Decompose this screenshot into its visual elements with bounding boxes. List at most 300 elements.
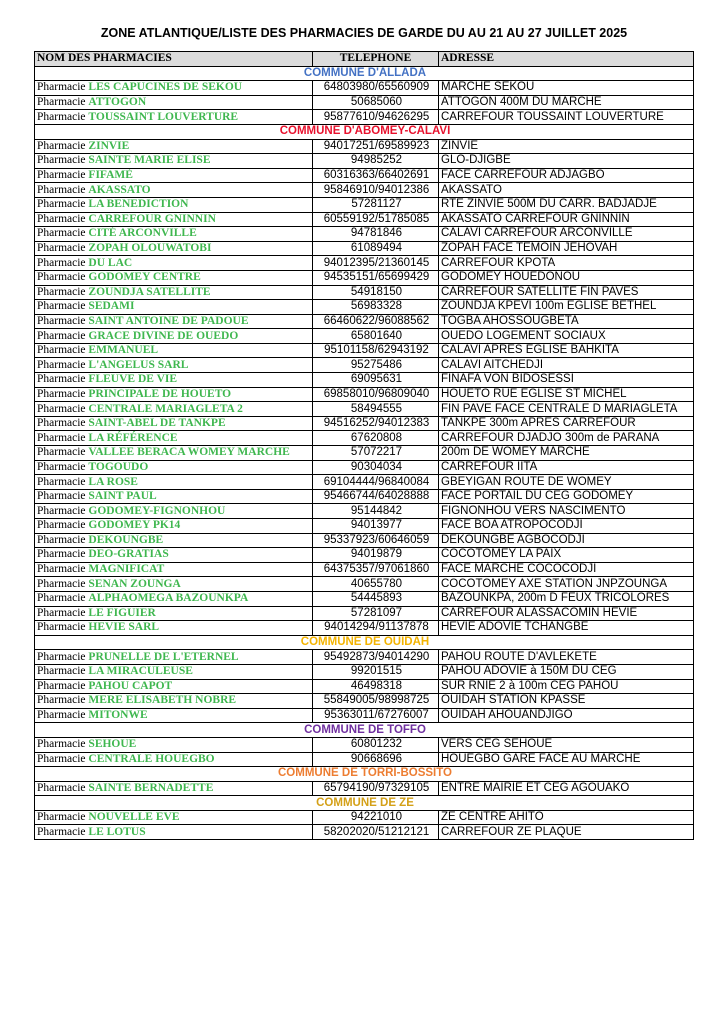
pharmacy-name-cell (35, 577, 313, 592)
table-row (35, 489, 694, 504)
pharmacy-telephone: 58494555 (313, 402, 439, 417)
pharmacy-name-cell (35, 664, 313, 679)
pharmacy-name: GODOMEY PK14 (88, 519, 181, 532)
pharmacy-name: ATTOGON (88, 96, 147, 109)
pharmacy-address: OUIDAH STATION KPASSE (439, 694, 694, 709)
table-row (35, 227, 694, 242)
pharmacy-name: FIFAMÈ (88, 169, 133, 182)
pharmacy-address: COCOTOMEY AXE STATION JNPZOUNGA (439, 577, 694, 592)
commune-header-row (35, 796, 694, 811)
pharmacy-name-cell (35, 621, 313, 636)
pharmacy-address: CALAVI AITCHEDJI (439, 358, 694, 373)
table-row (35, 562, 694, 577)
pharmacy-prefix: Pharmacie (37, 431, 86, 444)
pharmacy-name-cell (35, 679, 313, 694)
pharmacy-name-cell (35, 489, 313, 504)
table-row (35, 810, 694, 825)
pharmacy-name: ALPHAOMEGA BAZOUNKPA (88, 592, 249, 605)
pharmacy-name: L'ANGELUS SARL (88, 358, 189, 371)
table-row (35, 504, 694, 519)
pharmacy-prefix: Pharmacie (37, 154, 86, 167)
table-row (35, 416, 694, 431)
pharmacy-name: AKASSATO (88, 183, 151, 196)
pharmacy-telephone: 57072217 (313, 446, 439, 461)
commune-header-row (35, 635, 694, 650)
pharmacy-prefix: Pharmacie (37, 738, 86, 751)
table-header (35, 52, 694, 67)
pharmacy-name-cell (35, 373, 313, 388)
pharmacy-address: GBEYIGAN ROUTE DE WOMEY (439, 475, 694, 490)
pharmacy-name-cell (35, 168, 313, 183)
pharmacy-name: DU LAC (88, 256, 133, 269)
pharmacy-name-cell (35, 825, 313, 840)
table-row (35, 139, 694, 154)
pharmacy-prefix: Pharmacie (37, 169, 86, 182)
pharmacy-name-cell (35, 781, 313, 796)
table-row (35, 285, 694, 300)
pharmacy-address: SUR RNIE 2 à 100m CEG PAHOU (439, 679, 694, 694)
table-row (35, 708, 694, 723)
table-row (35, 402, 694, 417)
pharmacy-address: CARREFOUR DJADJO 300m de PARANA (439, 431, 694, 446)
pharmacy-telephone: 40655780 (313, 577, 439, 592)
pharmacy-name: HEVIE SARL (88, 621, 160, 634)
pharmacy-address: GLO-DJIGBE (439, 154, 694, 169)
commune-title: COMMUNE DE OUIDAH (35, 635, 694, 650)
pharmacy-prefix: Pharmacie (37, 139, 86, 152)
pharmacy-address: AKASSATO (439, 183, 694, 198)
pharmacy-prefix: Pharmacie (37, 81, 86, 94)
pharmacy-address: FIN PAVE FACE CENTRALE D MARIAGLETA (439, 402, 694, 417)
pharmacy-name-cell (35, 183, 313, 198)
pharmacy-telephone: 95337923/60646059 (313, 533, 439, 548)
pharmacy-name-cell (35, 314, 313, 329)
pharmacy-address: ATTOGON 400M DU MARCHE (439, 95, 694, 110)
table-row (35, 446, 694, 461)
pharmacy-name-cell (35, 343, 313, 358)
pharmacy-name-cell (35, 285, 313, 300)
pharmacy-name: ZOUNDJA SATELLITE (88, 285, 211, 298)
pharmacy-telephone: 94013977 (313, 519, 439, 534)
pharmacy-telephone: 95492873/94014290 (313, 650, 439, 665)
pharmacy-name: ZOPAH OLOUWATOBI (88, 242, 212, 255)
pharmacy-name-cell (35, 446, 313, 461)
pharmacy-name: NOUVELLE EVE (88, 811, 180, 824)
pharmacy-name: DEO-GRATIAS (88, 548, 169, 561)
pharmacy-telephone: 69104444/96840084 (313, 475, 439, 490)
table-row (35, 387, 694, 402)
pharmacy-telephone: 60559192/51785085 (313, 212, 439, 227)
pharmacy-prefix: Pharmacie (37, 242, 86, 255)
pharmacy-prefix: Pharmacie (37, 577, 86, 590)
pharmacy-name-cell (35, 197, 313, 212)
pharmacy-telephone: 94985252 (313, 154, 439, 169)
table-row (35, 110, 694, 125)
pharmacy-address: FINAFA VON BIDOSESSI (439, 373, 694, 388)
pharmacy-telephone: 99201515 (313, 664, 439, 679)
table-row (35, 737, 694, 752)
pharmacy-telephone: 65794190/97329105 (313, 781, 439, 796)
pharmacy-prefix: Pharmacie (37, 665, 86, 678)
pharmacy-address: MARCHE SEKOU (439, 81, 694, 96)
pharmacy-telephone: 64375357/97061860 (313, 562, 439, 577)
pharmacy-name-cell (35, 810, 313, 825)
table-row (35, 606, 694, 621)
pharmacy-prefix: Pharmacie (37, 387, 86, 400)
pharmacy-prefix: Pharmacie (37, 285, 86, 298)
commune-header-row (35, 66, 694, 81)
pharmacy-telephone: 54918150 (313, 285, 439, 300)
document-title: ZONE ATLANTIQUE/LISTE DES PHARMACIES DE GARDE DU AU 21 AU 27 JUILLET 2025 (100, 26, 628, 40)
pharmacy-name-cell (35, 752, 313, 767)
pharmacy-prefix: Pharmacie (37, 256, 86, 269)
pharmacy-name: CARREFOUR GNINNIN (88, 212, 216, 225)
pharmacy-prefix: Pharmacie (37, 592, 86, 605)
table-row (35, 781, 694, 796)
pharmacy-name-cell (35, 227, 313, 242)
pharmacy-name-cell (35, 533, 313, 548)
pharmacy-prefix: Pharmacie (37, 650, 86, 663)
pharmacy-prefix: Pharmacie (37, 519, 86, 532)
pharmacy-name: GODOMEY-FIGNONHOU (88, 504, 226, 517)
pharmacy-telephone: 50685060 (313, 95, 439, 110)
table-row (35, 343, 694, 358)
pharmacy-telephone: 94516252/94012383 (313, 416, 439, 431)
pharmacy-address: OUIDAH AHOUANDJIGO (439, 708, 694, 723)
pharmacy-name: SAINTE MARIE ELISE (88, 154, 211, 167)
pharmacy-address: PAHOU ADOVIE à 150M DU CEG (439, 664, 694, 679)
table-row (35, 168, 694, 183)
pharmacy-telephone: 95144842 (313, 504, 439, 519)
pharmacy-prefix: Pharmacie (37, 446, 86, 459)
pharmacy-name: SAINT ANTOINE DE PADOUE (88, 314, 249, 327)
pharmacy-address: CARREFOUR KPOTA (439, 256, 694, 271)
pharmacy-prefix: Pharmacie (37, 460, 86, 473)
pharmacy-telephone: 95466744/64028888 (313, 489, 439, 504)
pharmacy-prefix: Pharmacie (37, 110, 86, 123)
table-row (35, 256, 694, 271)
pharmacy-telephone: 46498318 (313, 679, 439, 694)
pharmacy-name: SAINTE BERNADETTE (88, 781, 214, 794)
commune-title: COMMUNE DE TOFFO (35, 723, 694, 738)
commune-header-row (35, 124, 694, 139)
pharmacy-name: LA BENEDICTION (88, 198, 189, 211)
pharmacy-prefix: Pharmacie (37, 504, 86, 517)
pharmacy-name-cell (35, 329, 313, 344)
pharmacy-address: CARREFOUR ZE PLAQUE (439, 825, 694, 840)
pharmacy-name-cell (35, 562, 313, 577)
pharmacy-name: MAGNIFICAT (88, 563, 165, 576)
pharmacy-name-cell (35, 431, 313, 446)
pharmacy-prefix: Pharmacie (37, 183, 86, 196)
pharmacy-name: PAHOU CAPOT (88, 679, 173, 692)
pharmacy-telephone: 54445893 (313, 591, 439, 606)
pharmacy-name: GODOMEY CENTRE (88, 271, 201, 284)
table-row (35, 664, 694, 679)
pharmacy-telephone: 55849005/98998725 (313, 694, 439, 709)
pharmacy-name: CENTRALE HOUEGBO (88, 752, 215, 765)
pharmacy-name: SAINT PAUL (88, 490, 157, 503)
pharmacy-prefix: Pharmacie (37, 212, 86, 225)
pharmacy-address: GODOMEY HOUEDONOU (439, 270, 694, 285)
pharmacy-telephone: 90668696 (313, 752, 439, 767)
pharmacy-address: HOUEGBO GARE FACE AU MARCHE (439, 752, 694, 767)
pharmacy-prefix: Pharmacie (37, 548, 86, 561)
pharmacy-name-cell (35, 139, 313, 154)
pharmacy-prefix: Pharmacie (37, 300, 86, 313)
pharmacy-address: COCOTOMEY LA PAIX (439, 548, 694, 563)
pharmacy-telephone: 94535151/65699429 (313, 270, 439, 285)
pharmacy-telephone: 94781846 (313, 227, 439, 242)
table-row (35, 183, 694, 198)
pharmacy-telephone: 94221010 (313, 810, 439, 825)
table-row (35, 752, 694, 767)
pharmacy-prefix: Pharmacie (37, 329, 86, 342)
commune-title: COMMUNE D'ALLADA (35, 66, 694, 81)
pharmacy-prefix: Pharmacie (37, 533, 86, 546)
pharmacy-name-cell (35, 519, 313, 534)
pharmacy-address: ZE CENTRE AHITO (439, 810, 694, 825)
commune-header-row (35, 767, 694, 782)
table-row (35, 314, 694, 329)
pharmacy-address: BAZOUNKPA, 200m D FEUX TRICOLORES (439, 591, 694, 606)
pharmacy-name-cell (35, 358, 313, 373)
table-row (35, 300, 694, 315)
pharmacy-name: LA RÉFÉRENCE (88, 431, 178, 444)
pharmacy-name: ZINVIE (88, 139, 130, 152)
pharmacy-telephone: 94012395/21360145 (313, 256, 439, 271)
pharmacy-prefix: Pharmacie (37, 344, 86, 357)
pharmacy-name-cell (35, 387, 313, 402)
pharmacy-prefix: Pharmacie (37, 198, 86, 211)
pharmacy-telephone: 60801232 (313, 737, 439, 752)
pharmacy-name: GRACE DIVINE DE OUEDO (88, 329, 239, 342)
pharmacy-name-cell (35, 460, 313, 475)
pharmacy-address: ZOPAH FACE TEMOIN JEHOVAH (439, 241, 694, 256)
table-row (35, 212, 694, 227)
pharmacy-telephone: 95363011/67276007 (313, 708, 439, 723)
pharmacy-name-cell (35, 256, 313, 271)
table-row (35, 679, 694, 694)
pharmacy-telephone: 65801640 (313, 329, 439, 344)
table-row (35, 475, 694, 490)
pharmacy-name: MITONWE (88, 709, 148, 722)
pharmacy-address: 200m DE WOMEY MARCHE (439, 446, 694, 461)
table-row (35, 533, 694, 548)
pharmacy-prefix: Pharmacie (37, 752, 86, 765)
pharmacy-prefix: Pharmacie (37, 402, 86, 415)
table-body (35, 66, 694, 839)
pharmacy-name: EMMANUEL (88, 344, 159, 357)
pharmacy-name-cell (35, 504, 313, 519)
pharmacy-prefix: Pharmacie (37, 709, 86, 722)
table-row (35, 591, 694, 606)
pharmacy-address: ENTRE MAIRIE ET CEG AGOUAKO (439, 781, 694, 796)
pharmacy-telephone: 69858010/96809040 (313, 387, 439, 402)
pharmacy-telephone: 69095631 (313, 373, 439, 388)
pharmacy-name: PRUNELLE DE L'ETERNEL (88, 650, 239, 663)
table-row (35, 154, 694, 169)
pharmacy-name-cell (35, 95, 313, 110)
table-row (35, 358, 694, 373)
pharmacy-prefix: Pharmacie (37, 271, 86, 284)
table-row (35, 241, 694, 256)
commune-title: COMMUNE D'ABOMEY-CALAVI (35, 124, 694, 139)
header-address: ADRESSE (439, 52, 694, 67)
pharmacy-name-cell (35, 212, 313, 227)
pharmacy-address: DEKOUNGBE AGBOCODJI (439, 533, 694, 548)
pharmacy-address: ZOUNDJA KPEVI 100m EGLISE BETHEL (439, 300, 694, 315)
pharmacy-name: LA ROSE (88, 475, 138, 488)
pharmacy-name: CENTRALE MARIAGLETA 2 (88, 402, 243, 415)
commune-title: COMMUNE DE TORRI-BOSSITO (35, 767, 694, 782)
pharmacy-name-cell (35, 241, 313, 256)
pharmacy-prefix: Pharmacie (37, 679, 86, 692)
pharmacy-telephone: 57281097 (313, 606, 439, 621)
table-row (35, 329, 694, 344)
pharmacy-address: ZINVIE (439, 139, 694, 154)
pharmacy-telephone: 61089494 (313, 241, 439, 256)
pharmacy-name-cell (35, 402, 313, 417)
pharmacy-address: FACE CARREFOUR ADJAGBO (439, 168, 694, 183)
pharmacy-name: LE FIGUIER (88, 606, 156, 619)
pharmacy-address: TOGBA AHOSSOUGBETA (439, 314, 694, 329)
pharmacy-telephone: 90304034 (313, 460, 439, 475)
pharmacy-prefix: Pharmacie (37, 227, 86, 240)
pharmacy-prefix: Pharmacie (37, 825, 86, 838)
pharmacy-address: PAHOU ROUTE D'AVLEKETE (439, 650, 694, 665)
pharmacy-telephone: 56983328 (313, 300, 439, 315)
pharmacy-address: HEVIE ADOVIE TCHANGBE (439, 621, 694, 636)
pharmacy-name-cell (35, 154, 313, 169)
pharmacy-table (34, 51, 694, 840)
pharmacy-name-cell (35, 606, 313, 621)
pharmacy-address: OUEDO LOGEMENT SOCIAUX (439, 329, 694, 344)
pharmacy-address: CARREFOUR ALASSACÔMIN HEVIE (439, 606, 694, 621)
pharmacy-name: VALLEE BERACA WOMEY MARCHE (88, 446, 290, 459)
pharmacy-address: FIGNONHOU VERS NASCIMENTO (439, 504, 694, 519)
table-row (35, 95, 694, 110)
header-name: NOM DES PHARMACIES (35, 52, 313, 67)
pharmacy-prefix: Pharmacie (37, 694, 86, 707)
pharmacy-prefix: Pharmacie (37, 811, 86, 824)
commune-title: COMMUNE DE ZE (35, 796, 694, 811)
pharmacy-name-cell (35, 300, 313, 315)
pharmacy-name: PRINCIPALE DE HOUETO (88, 387, 232, 400)
pharmacy-prefix: Pharmacie (37, 314, 86, 327)
table-row (35, 548, 694, 563)
pharmacy-address: CARREFOUR IITA (439, 460, 694, 475)
table-row (35, 519, 694, 534)
table-row (35, 373, 694, 388)
pharmacy-telephone: 58202020/51212121 (313, 825, 439, 840)
pharmacy-address: HOUETO RUE EGLISE ST MICHEL (439, 387, 694, 402)
pharmacy-address: RTE ZINVIE 500M DU CARR. BADJADJE (439, 197, 694, 212)
commune-header-row (35, 723, 694, 738)
table-row (35, 825, 694, 840)
pharmacy-address: TANKPE 300m APRES CARREFOUR (439, 416, 694, 431)
pharmacy-name-cell (35, 475, 313, 490)
pharmacy-telephone: 66460622/96088562 (313, 314, 439, 329)
pharmacy-name: DEKOUNGBE (88, 533, 164, 546)
pharmacy-telephone: 95101158/62943192 (313, 343, 439, 358)
pharmacy-name-cell (35, 270, 313, 285)
pharmacy-telephone: 67620808 (313, 431, 439, 446)
pharmacy-name: TOGOUDO (88, 460, 149, 473)
table-row (35, 577, 694, 592)
pharmacy-telephone: 94014294/91137878 (313, 621, 439, 636)
pharmacy-name: MERE ELISABETH NOBRE (88, 694, 237, 707)
pharmacy-name: LES CAPUCINES DE SEKOU (88, 81, 243, 94)
pharmacy-address: VERS CEG SEHOUE (439, 737, 694, 752)
pharmacy-address: AKASSATO CARREFOUR GNINNIN (439, 212, 694, 227)
pharmacy-prefix: Pharmacie (37, 475, 86, 488)
pharmacy-address: CALAVI CARREFOUR ARCONVILLE (439, 227, 694, 242)
pharmacy-address: FACE BOA ATROPOCODJI (439, 519, 694, 534)
header-row (35, 52, 694, 67)
pharmacy-name: SEDAMI (88, 300, 135, 313)
pharmacy-name-cell (35, 650, 313, 665)
pharmacy-telephone: 94017251/69589923 (313, 139, 439, 154)
pharmacy-prefix: Pharmacie (37, 606, 86, 619)
pharmacy-prefix: Pharmacie (37, 417, 86, 430)
pharmacy-name-cell (35, 110, 313, 125)
pharmacy-address: FACE PORTAIL DU CEG GODOMEY (439, 489, 694, 504)
header-telephone: TELEPHONE (313, 52, 439, 67)
table-row (35, 650, 694, 665)
pharmacy-prefix: Pharmacie (37, 358, 86, 371)
pharmacy-name-cell (35, 737, 313, 752)
pharmacy-prefix: Pharmacie (37, 563, 86, 576)
pharmacy-prefix: Pharmacie (37, 373, 86, 386)
pharmacy-telephone: 95275486 (313, 358, 439, 373)
table-row (35, 431, 694, 446)
table-row (35, 460, 694, 475)
pharmacy-telephone: 64803980/65560909 (313, 81, 439, 96)
pharmacy-address: CARREFOUR TOUSSAINT LOUVERTURE (439, 110, 694, 125)
pharmacy-prefix: Pharmacie (37, 490, 86, 503)
pharmacy-address: FACE MARCHE COCOCODJI (439, 562, 694, 577)
pharmacy-name: TOUSSAINT LOUVERTURE (88, 110, 239, 123)
pharmacy-name: FLEUVE DE VIE (88, 373, 178, 386)
pharmacy-name: SENAN ZOUNGA (88, 577, 181, 590)
pharmacy-name: LA MIRACULEUSE (88, 665, 193, 678)
pharmacy-telephone: 95846910/94012386 (313, 183, 439, 198)
table-row (35, 81, 694, 96)
pharmacy-telephone: 94019879 (313, 548, 439, 563)
table-row (35, 694, 694, 709)
pharmacy-name-cell (35, 591, 313, 606)
pharmacy-address: CARREFOUR SATELLITE FIN PAVES (439, 285, 694, 300)
table-row (35, 621, 694, 636)
pharmacy-name-cell (35, 81, 313, 96)
table-row (35, 197, 694, 212)
pharmacy-prefix: Pharmacie (37, 96, 86, 109)
pharmacy-name: SEHOUE (88, 738, 137, 751)
pharmacy-name: LE LOTUS (88, 825, 146, 838)
pharmacy-telephone: 60316363/66402691 (313, 168, 439, 183)
pharmacy-name-cell (35, 416, 313, 431)
pharmacy-name-cell (35, 708, 313, 723)
pharmacy-telephone: 57281127 (313, 197, 439, 212)
pharmacy-prefix: Pharmacie (37, 781, 86, 794)
pharmacy-address: CALAVI APRES EGLISE BAHKITA (439, 343, 694, 358)
pharmacy-telephone: 95877610/94626295 (313, 110, 439, 125)
table-row (35, 270, 694, 285)
pharmacy-name: SAINT-ABEL DE TANKPE (88, 417, 226, 430)
pharmacy-prefix: Pharmacie (37, 621, 86, 634)
pharmacy-name-cell (35, 548, 313, 563)
